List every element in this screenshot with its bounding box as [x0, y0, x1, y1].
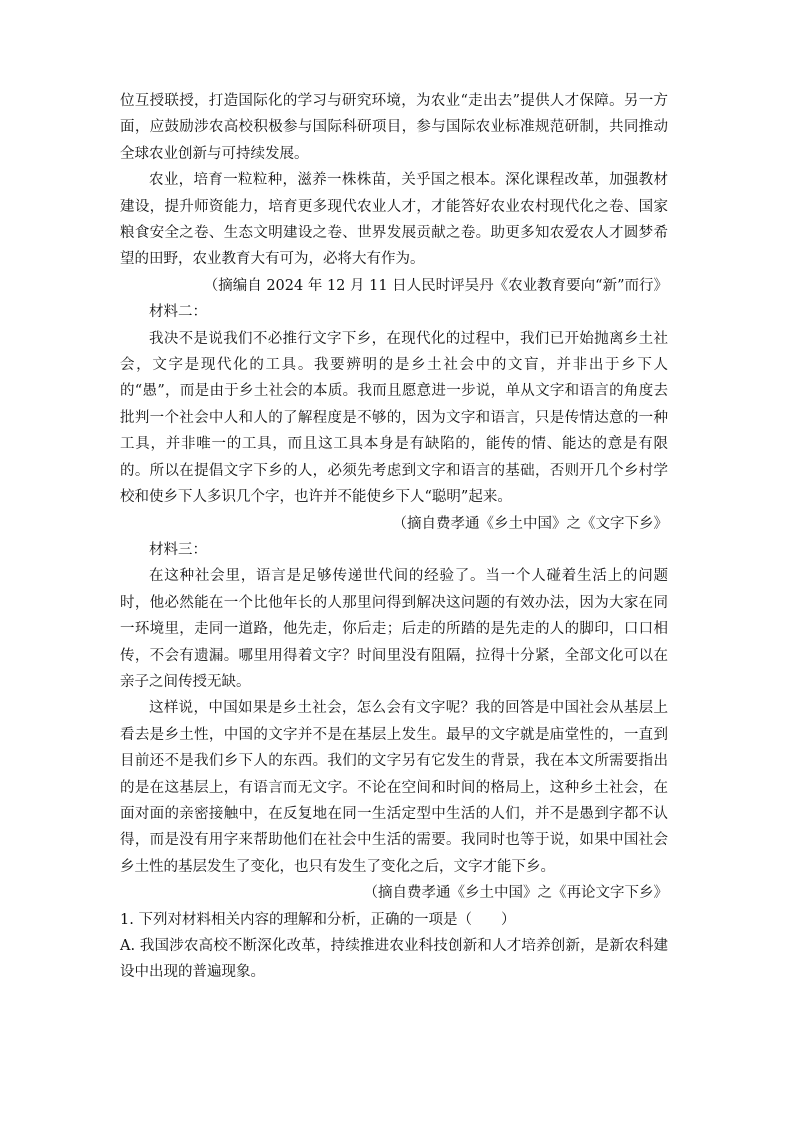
material1-source: （摘编自 2024 年 12 月 11 日人民时评吴丹《农业教育要向“新”而行》 [203, 277, 668, 294]
question-1-option-a: A. 我国涉农高校不断深化改革，持续推进农业科技创新和人才培养创新，是新农科建设中出现的普遍现象。 [120, 938, 668, 981]
material1-paragraph-closing: 农业，培育一粒粒种，滋养一株株苗，关乎国之根本。深化课程改革，加强教材建设，提升师资能力，培育更多现代农业人才，才能答好农业农村现代化之卷、国家粮食安全之卷、生态文明建设之卷、世界发展贡献之卷。助更多知农爱农人才圆梦希望的田野，农业教育大有可为，必将大有作为。 [120, 172, 668, 268]
material3-heading: 材料三： [149, 541, 207, 558]
question-1-stem: 1. 下列对材料相关内容的理解和分析，正确的一项是（ ） [120, 911, 516, 928]
material3-paragraph-1: 在这种社会里，语言是足够传递世代间的经验了。当一个人碰着生活上的问题时，他必然能在一个比他年长的人那里问得到解决这问题的有效办法，因为大家在同一环境里，走同一道路，他先走，你后走；后走的所踏的是先走的人的脚印，口口相传，不会有遗漏。哪里用得着文字？时间里没有阻隔，拉得十分紧，全部文化可以在亲子之间传授无缺。 [120, 568, 668, 690]
material2-source: （摘自费孝通《乡土中国》之《文字下乡》 [392, 515, 668, 532]
material3-paragraph-2: 这样说，中国如果是乡土社会，怎么会有文字呢？我的回答是中国社会从基层上看去是乡土性，中国的文字并不是在基层上发生。最早的文字就是庙堂性的，一直到目前还不是我们乡下人的东西。我们的文字另有它发生的背景，我在本文所需要指出的是在这基层上，有语言而无文字。不论在空间和时间的格局上，这种乡土社会，在面对面的亲密接触中，在反复地在同一生活定型中生活的人们，并不是愚到字都不认得，而是没有用字来帮助他们在社会中生活的需要。我同时也等于说，如果中国社会乡土性的基层发生了变化，也只有发生了变化之后，文字才能下乡。 [120, 700, 668, 875]
material2-paragraph: 我决不是说我们不必推行文字下乡，在现代化的过程中，我们已开始抛离乡土社会，文字是现代化的工具。我要辨明的是乡土社会中的文盲，并非出于乡下人的“愚”，而是由于乡土社会的本质。我而且愿意进一步说，单从文字和语言的角度去批判一个社会中人和人的了解程度是不够的，因为文字和语言，只是传情达意的一种工具，并非唯一的工具，而且这工具本身是有缺陷的，能传的情、能达的意是有限的。所以在提倡文字下乡的人，必须先考虑到文字和语言的基础，否则开几个乡村学校和使乡下人多识几个字，也许并不能使乡下人“聪明”起来。 [120, 330, 668, 506]
material1-paragraph-continued: 位互授联授，打造国际化的学习与研究环境，为农业“走出去”提供人才保障。另一方面，应鼓励涉农高校积极参与国际科研项目，参与国际农业标准规范研制，共同推动全球农业创新与可持续发展。 [120, 93, 668, 162]
material2-heading: 材料二： [149, 304, 207, 321]
document-page [120, 88, 668, 986]
material3-source: （摘自费孝通《乡土中国》之《再论文字下乡》 [363, 885, 668, 902]
